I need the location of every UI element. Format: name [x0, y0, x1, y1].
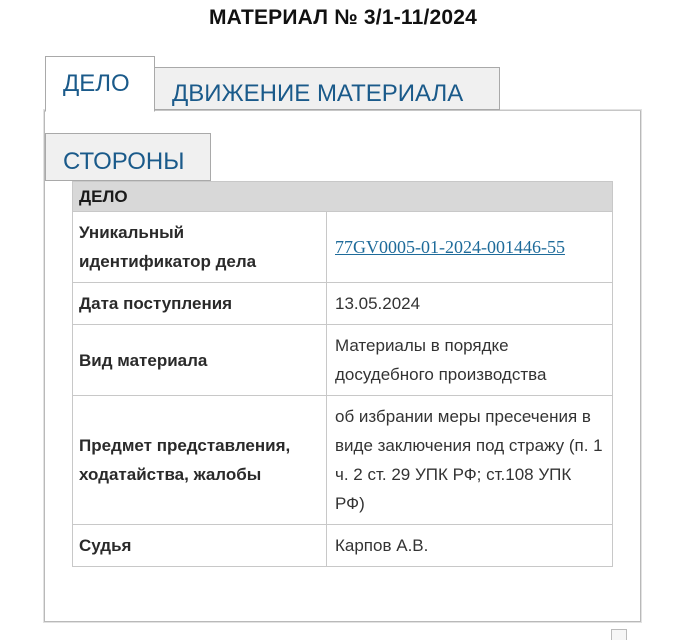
scrollbar-corner[interactable] — [611, 629, 627, 640]
table-row — [73, 283, 613, 325]
row-label-receipt-date: Дата поступления — [73, 283, 327, 325]
section-header-row — [73, 182, 613, 212]
case-info-table — [72, 181, 613, 567]
page-title: МАТЕРИАЛ № 3/1-11/2024 — [208, 6, 478, 29]
row-value-receipt-date: 13.05.2024 — [327, 283, 613, 325]
table-row — [73, 212, 613, 283]
row-label-material-type: Вид материала — [73, 325, 327, 396]
tab-sides[interactable]: СТОРОНЫ — [45, 133, 211, 181]
table-row — [73, 396, 613, 525]
table-row — [73, 325, 613, 396]
row-label-subject: Предмет представления, ходатайства, жалобы — [73, 396, 327, 525]
row-value-material-type: Материалы в порядке досудебного производства — [327, 325, 613, 396]
row-label-judge: Судья — [73, 525, 327, 567]
tab-material-movement[interactable]: ДВИЖЕНИЕ МАТЕРИАЛА — [154, 67, 500, 110]
table-row — [73, 525, 613, 567]
row-value-case-id — [327, 212, 613, 283]
row-label-case-id: Уникальный идентификатор дела — [73, 212, 327, 283]
row-value-judge: Карпов А.В. — [327, 525, 613, 567]
row-value-subject: об избрании меры пресечения в виде заключения под стражу (п. 1 ч. 2 ст. 29 УПК РФ; ст.108 УПК РФ) — [327, 396, 613, 525]
tab-delo[interactable]: ДЕЛО — [45, 56, 155, 112]
case-id-link[interactable]: 77GV0005-01-2024-001446-55 — [335, 236, 565, 257]
section-header: ДЕЛО — [73, 182, 613, 212]
